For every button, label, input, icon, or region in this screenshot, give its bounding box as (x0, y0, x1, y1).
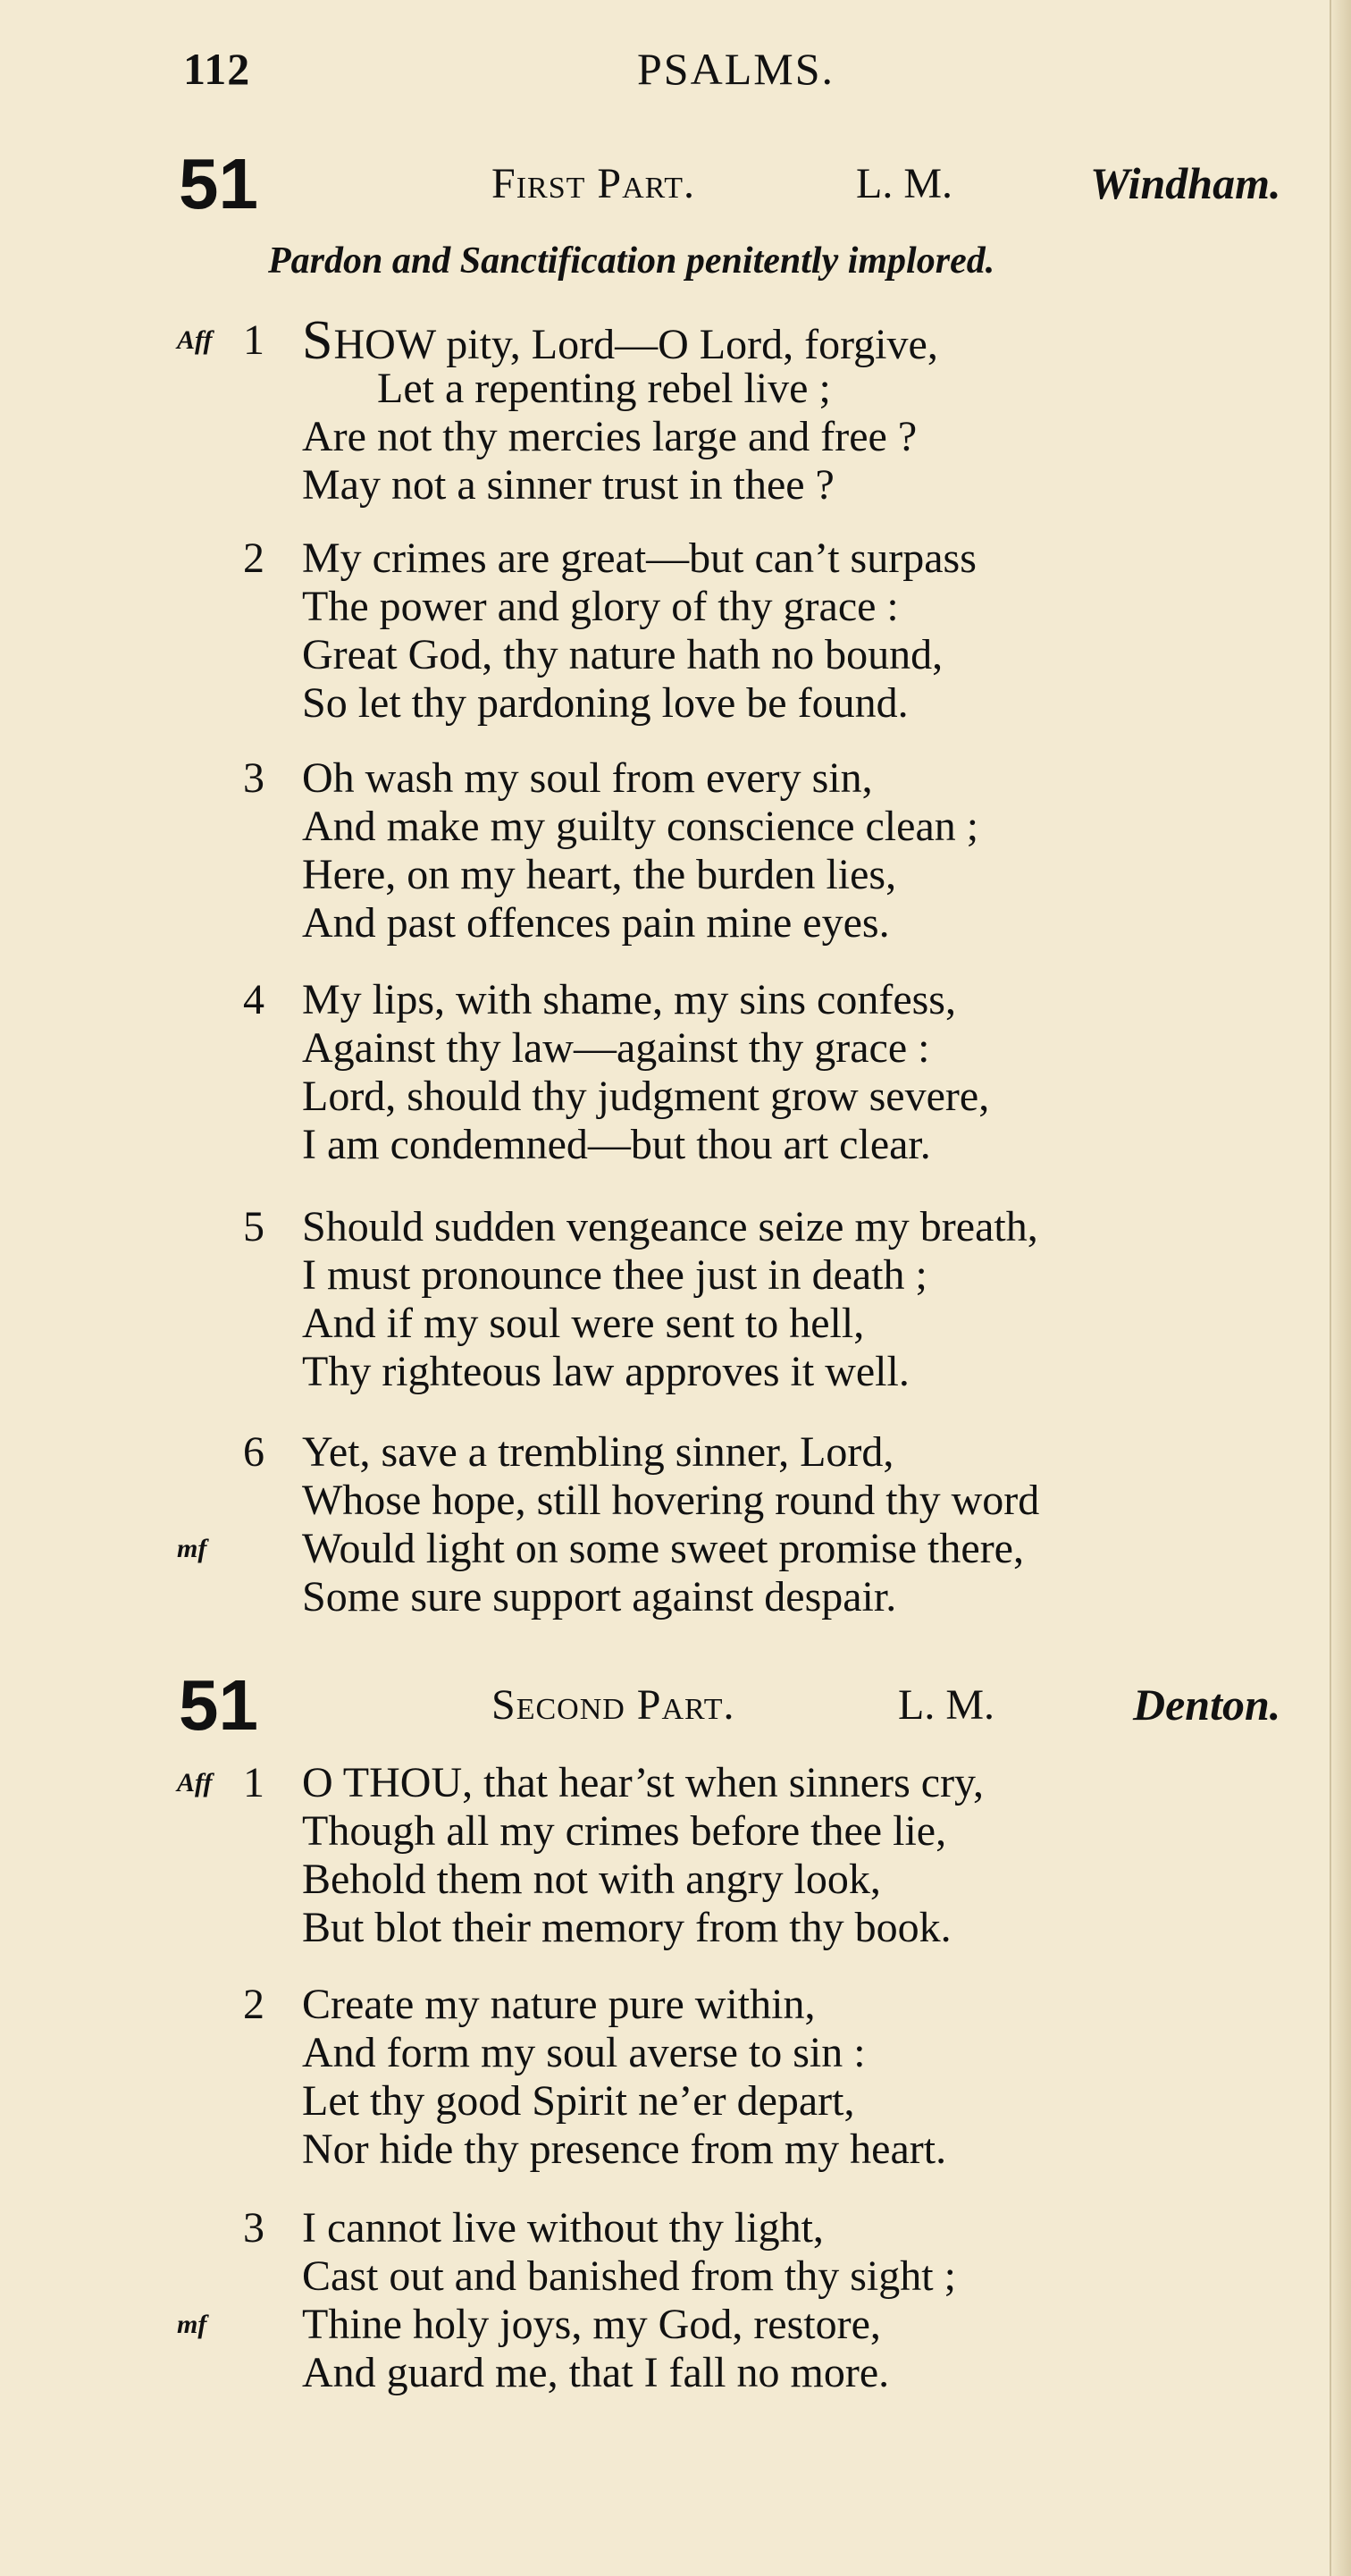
line-text: Let thy good Spirit ne’er depart, (302, 2077, 855, 2125)
line-text: My lips, with shame, my sins confess, (302, 976, 956, 1023)
line-text: I must pronounce thee just in death ; (302, 1251, 927, 1299)
verse-number: 4 (243, 976, 264, 1023)
line-text: Some sure support against despair. (302, 1573, 897, 1621)
dynamic-marking: Aff (177, 1768, 213, 1797)
line-text: Would light on some sweet promise there, (302, 1525, 1024, 1572)
line-text: Whose hope, still hovering round thy word (302, 1477, 1040, 1524)
line-text: Yet, save a trembling sinner, Lord, (302, 1428, 894, 1476)
hymn-subtitle: Pardon and Sanctification penitently implored. (268, 240, 995, 282)
stanza-line (0, 310, 1351, 371)
stanza (0, 754, 1351, 947)
line-text: And if my soul were sent to hell, (302, 1300, 865, 1347)
line-text: The power and glory of thy grace : (302, 583, 899, 630)
psalm-number: 51 (179, 144, 258, 223)
dynamic-marking: mf (177, 1534, 207, 1563)
verse-number: 5 (243, 1203, 264, 1250)
line-text: But blot their memory from thy book. (302, 1904, 952, 1951)
line-text: Should sudden vengeance seize my breath, (302, 1203, 1038, 1250)
psalm-heading (0, 143, 1351, 223)
stanza (0, 535, 1351, 728)
line-text: May not a sinner trust in thee ? (302, 461, 835, 509)
line-text: Are not thy mercies large and free ? (302, 413, 918, 460)
drop-cap: S (302, 310, 334, 371)
line-text: Though all my crimes before thee lie, (302, 1807, 947, 1855)
page-number: 112 (183, 44, 251, 94)
stanza (0, 1759, 1351, 1952)
line-rest: HOW pity, Lord—O Lord, forgive, (333, 321, 938, 368)
line-text: Lord, should thy judgment grow severe, (302, 1073, 990, 1120)
book-title: PSALMS. (637, 44, 835, 94)
line-text: I am condemned—but thou art clear. (302, 1121, 931, 1168)
dynamic-marking: mf (177, 2310, 207, 2339)
line-text: I cannot live without thy light, (302, 2204, 824, 2252)
verse-number: 6 (243, 1428, 264, 1476)
tune-name: Denton. (1133, 1679, 1281, 1730)
verse-number: 1 (243, 316, 264, 364)
psalm-heading (0, 1664, 1351, 1745)
stanza (0, 1203, 1351, 1396)
psalm-number: 51 (179, 1665, 258, 1745)
line-text: Nor hide thy presence from my heart. (302, 2126, 947, 2173)
dynamic-marking: Aff (177, 325, 213, 355)
verse-number: 3 (243, 2204, 264, 2252)
stanza (0, 310, 1351, 509)
stanza (0, 1981, 1351, 2174)
line-text: Oh wash my soul from every sin, (302, 754, 873, 802)
stanza (0, 976, 1351, 1169)
line-text: Thy righteous law approves it well. (302, 1348, 910, 1395)
line-text: Against thy law—against thy grace : (302, 1024, 930, 1072)
running-head (0, 43, 1351, 105)
line-text: Behold them not with angry look, (302, 1856, 881, 1903)
line-text: Cast out and banished from thy sight ; (302, 2252, 956, 2300)
line-text: And past offences pain mine eyes. (302, 899, 890, 947)
line-text: My crimes are great—but can’t surpass (302, 535, 977, 582)
meter-label: L. M. (856, 160, 952, 207)
meter-label: L. M. (898, 1681, 994, 1729)
tune-name: Windham. (1090, 158, 1281, 208)
stanza (0, 1428, 1351, 1621)
verse-number: 3 (243, 754, 264, 802)
line-text: So let thy pardoning love be found. (302, 679, 909, 727)
part-label: First Part. (491, 160, 696, 207)
line-text: And form my soul averse to sin : (302, 2029, 866, 2076)
verse-number: 2 (243, 535, 264, 582)
line-text: Great God, thy nature hath no bound, (302, 631, 944, 678)
line-text: And make my guilty conscience clean ; (302, 803, 979, 850)
part-label: Second Part. (491, 1681, 735, 1729)
verse-number: 2 (243, 1981, 264, 2028)
line-text: Create my nature pure within, (302, 1981, 816, 2028)
line-text: O THOU, that hear’st when sinners cry, (302, 1759, 984, 1806)
verse-number: 1 (243, 1759, 264, 1806)
line-text: And guard me, that I fall no more. (302, 2349, 890, 2396)
line-text: Here, on my heart, the burden lies, (302, 851, 897, 898)
line-text: Thine holy joys, my God, restore, (302, 2301, 881, 2348)
stanza (0, 2204, 1351, 2397)
line-text: Let a repenting rebel live ; (377, 365, 831, 412)
line-text (302, 310, 938, 371)
